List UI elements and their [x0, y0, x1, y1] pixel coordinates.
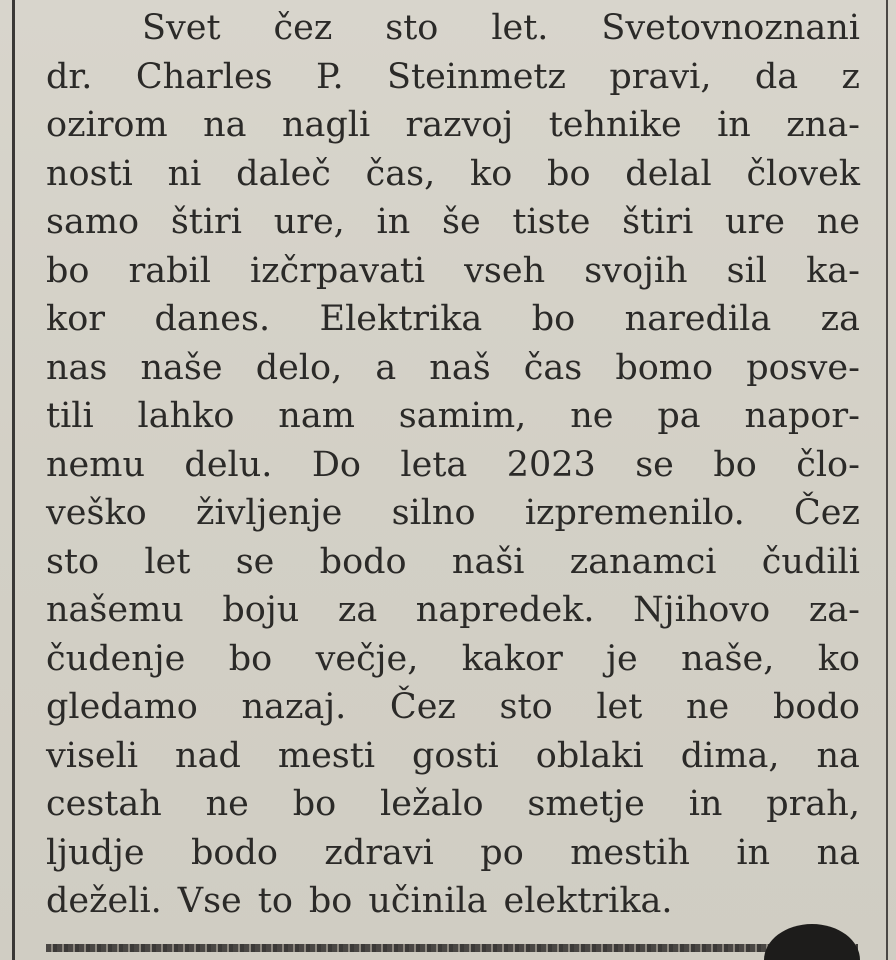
article-word: kor	[46, 299, 106, 339]
article-line	[46, 348, 860, 397]
article-word: posve-	[746, 347, 860, 388]
article-line	[46, 154, 860, 203]
article-word: mestih	[570, 832, 690, 873]
article-word: ne	[570, 396, 614, 436]
article-word: za	[337, 590, 378, 630]
article-word: in	[736, 832, 771, 873]
article-word: svojih	[584, 250, 688, 291]
article-word: ležalo	[380, 784, 484, 824]
article-word: učinila	[368, 881, 488, 921]
article-word: bo	[308, 881, 353, 921]
article-word: let.	[491, 8, 549, 48]
article-word: napor-	[744, 396, 860, 436]
article-word: P.	[316, 56, 344, 97]
article-word: bo	[531, 299, 576, 339]
article-word: naše	[140, 347, 223, 388]
article-line	[46, 493, 860, 542]
article-word: pa	[657, 396, 701, 436]
article-line	[46, 736, 860, 785]
article-word: da	[754, 56, 799, 97]
article-word: kakor	[461, 638, 563, 679]
article-word: delal	[625, 153, 712, 194]
article-word: Čez	[389, 687, 456, 727]
left-column-rule	[12, 0, 15, 960]
article-word: z	[841, 56, 860, 97]
article-word: samim,	[398, 396, 527, 436]
article-word: samo	[46, 202, 140, 242]
article-word: smetje	[527, 784, 645, 824]
article-word: dima,	[680, 735, 780, 776]
article-word: Elektrika	[319, 299, 483, 339]
article-word: tili	[46, 396, 94, 436]
article-word: a	[375, 347, 397, 388]
article-word: in	[376, 202, 411, 242]
article-word: deželi.	[46, 881, 162, 921]
article-line	[46, 445, 860, 494]
article-word: nagli	[281, 105, 371, 145]
article-line	[46, 251, 860, 300]
article-word: za	[820, 299, 860, 339]
article-line	[46, 542, 860, 591]
article-word: silno	[391, 493, 476, 533]
article-word: naši	[451, 541, 525, 582]
article-word: človek	[746, 153, 860, 194]
article-word: in	[688, 784, 723, 824]
article-word: let	[596, 687, 643, 727]
article-line	[46, 299, 860, 348]
article-word: Steinmetz	[387, 56, 566, 97]
article-word: bodo	[772, 687, 860, 727]
article-word: delu.	[184, 444, 273, 485]
article-word: sil	[726, 250, 768, 291]
article-word: sto	[499, 687, 553, 727]
article-word: ko	[817, 638, 860, 679]
article-word: čez	[273, 8, 333, 48]
article-word: štiri	[622, 202, 694, 242]
article-line	[46, 881, 860, 930]
article-word: naše,	[681, 638, 775, 679]
article-word: danes.	[154, 299, 271, 339]
article-word: izpremenilo.	[524, 493, 745, 533]
article-line	[46, 396, 860, 445]
article-word: izčrpavati	[249, 250, 426, 291]
article-word: to	[257, 881, 293, 921]
article-word: se	[635, 444, 674, 485]
article-word: naš	[429, 347, 491, 388]
article-word: bodo	[319, 541, 407, 582]
article-word: rabil	[128, 250, 211, 291]
article-word: veško	[46, 493, 147, 533]
article-word: nosti	[46, 153, 133, 194]
article-word: ure	[725, 202, 785, 242]
article-word: in	[717, 105, 751, 145]
article-word: ko	[470, 153, 513, 194]
article-word: bo	[547, 153, 591, 194]
article-word: našemu	[46, 590, 184, 630]
article-word: pravi,	[609, 56, 712, 97]
article-word: večje,	[315, 638, 419, 679]
article-word: sto	[46, 541, 100, 582]
article-word: Čez	[794, 493, 860, 533]
article-word: elektrika.	[503, 881, 673, 921]
article-word: cestah	[46, 784, 162, 824]
article-word: mesti	[277, 735, 376, 776]
article-word: nemu	[46, 444, 145, 485]
article-word: viseli	[46, 735, 139, 776]
article-word: 2023	[506, 444, 596, 485]
article-word: nad	[175, 735, 241, 776]
right-column-rule	[886, 0, 888, 960]
article-word: življenje	[196, 493, 343, 533]
article-word: sto	[385, 8, 439, 48]
article-word: gledamo	[46, 687, 198, 727]
article-word: je	[606, 638, 638, 679]
article-word: še	[442, 202, 481, 242]
article-body	[46, 8, 860, 930]
article-word: daleč	[236, 153, 331, 194]
article-word: vseh	[464, 250, 546, 291]
article-word: bo	[228, 638, 273, 679]
article-line	[46, 639, 860, 688]
article-word: bodo	[191, 832, 278, 873]
article-word: Njihovo	[633, 590, 771, 630]
article-word: let	[144, 541, 191, 582]
article-word: člo-	[796, 444, 860, 485]
article-word: na	[203, 105, 247, 145]
article-word: nas	[46, 347, 108, 388]
article-word: tehnike	[548, 105, 682, 145]
article-word: zna-	[786, 105, 860, 145]
article-word: ne	[816, 202, 860, 242]
article-word: Svetovnoznani	[601, 8, 860, 48]
article-word: ka-	[806, 250, 860, 291]
article-line	[46, 202, 860, 251]
article-word: gosti	[412, 735, 499, 776]
article-line	[46, 833, 860, 882]
article-word: ure,	[273, 202, 345, 242]
article-line	[46, 590, 860, 639]
bottom-separator-rule	[46, 944, 858, 952]
article-word: na	[816, 735, 860, 776]
article-word: ne	[205, 784, 249, 824]
article-word: čudili	[761, 541, 860, 582]
article-word: za-	[808, 590, 860, 630]
article-word: ni	[167, 153, 202, 194]
article-word: boju	[222, 590, 300, 630]
article-word: nam	[278, 396, 355, 436]
article-line	[46, 784, 860, 833]
article-word: naredila	[624, 299, 772, 339]
article-line	[46, 57, 860, 106]
article-word: delo,	[255, 347, 343, 388]
article-word: čudenje	[46, 638, 186, 679]
article-word: bo	[46, 250, 90, 291]
article-line	[46, 8, 860, 57]
article-line	[46, 687, 860, 736]
article-word: štiri	[170, 202, 242, 242]
article-word: nazaj.	[241, 687, 347, 727]
article-word: leta	[400, 444, 468, 485]
article-word: bomo	[615, 347, 714, 388]
article-word: zanamci	[569, 541, 717, 582]
article-word: Charles	[135, 56, 273, 97]
article-word: napredek.	[415, 590, 595, 630]
article-word: razvoj	[405, 105, 514, 145]
article-word: prah,	[766, 784, 860, 824]
article-word: čas	[523, 347, 583, 388]
article-word: na	[816, 832, 860, 873]
article-word: lahko	[137, 396, 235, 436]
article-word: bo	[292, 784, 337, 824]
article-word: oblaki	[535, 735, 644, 776]
article-word: zdravi	[324, 832, 434, 873]
article-word: tiste	[512, 202, 591, 242]
article-word: ozirom	[46, 105, 168, 145]
article-word: se	[235, 541, 275, 582]
article-word: ljudje	[46, 832, 145, 873]
article-word: dr.	[46, 56, 93, 97]
article-word: po	[480, 832, 524, 873]
article-word: Svet	[142, 8, 221, 48]
article-word: ne	[686, 687, 730, 727]
article-word: Do	[311, 444, 361, 485]
article-word: čas,	[365, 153, 436, 194]
article-line	[46, 105, 860, 154]
article-word: bo	[713, 444, 757, 485]
article-word: Vse	[177, 881, 242, 921]
